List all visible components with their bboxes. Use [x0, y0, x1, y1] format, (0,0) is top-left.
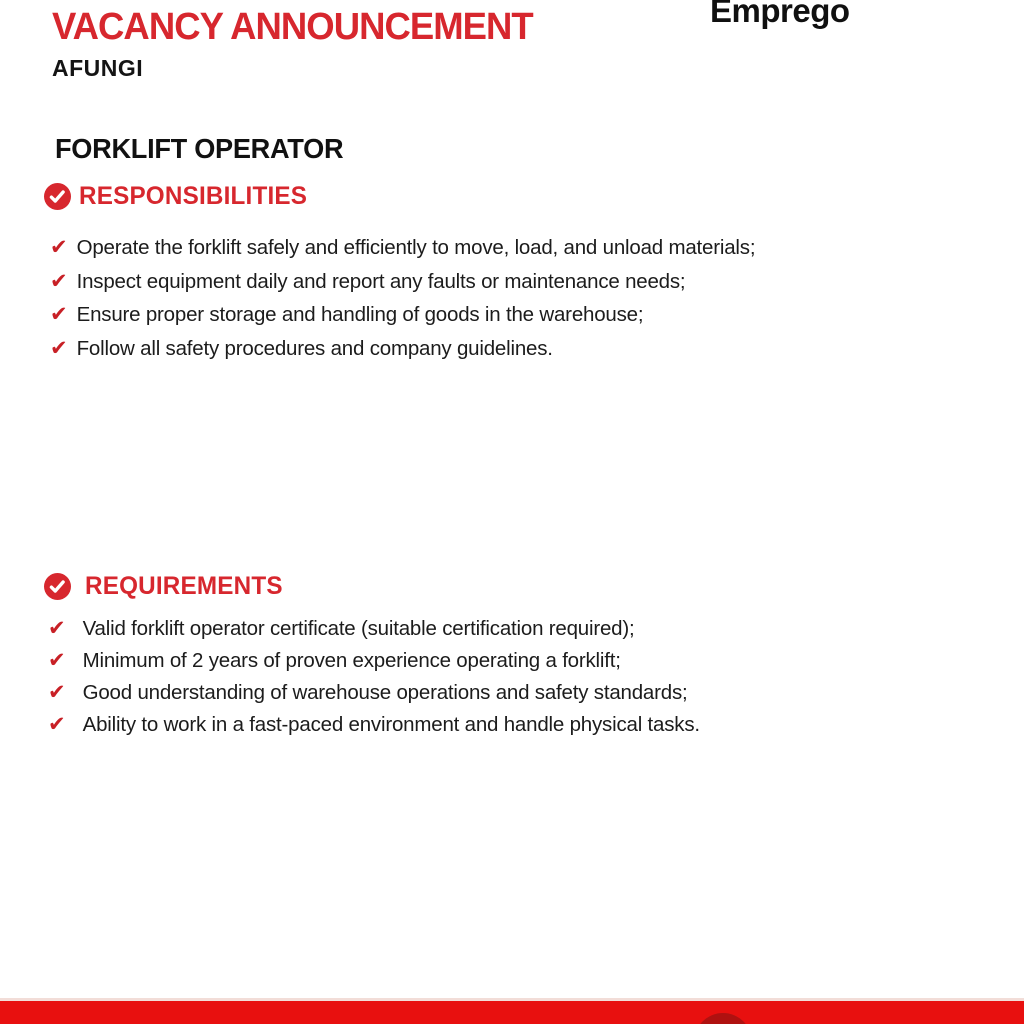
list-item-text: Minimum of 2 years of proven experience operating a forklift; [82, 649, 621, 672]
list-item-text: Ability to work in a fast-paced environment and handle physical tasks. [82, 713, 700, 736]
list-item [50, 231, 755, 265]
list-item-text: Good understanding of warehouse operations and safety standards; [82, 681, 688, 704]
job-title: FORKLIFT OPERATOR [55, 133, 344, 164]
check-icon: ✔ [50, 336, 68, 360]
list-item-text: Ensure proper storage and handling of goods in the warehouse; [76, 303, 644, 326]
check-icon: ✔ [50, 303, 68, 326]
requirements-heading-label: REQUIREMENTS [85, 572, 283, 600]
check-icon: ✔ [48, 713, 66, 736]
brand-logo-text: Emprego [710, 0, 850, 29]
location-label: AFUNGI [52, 55, 144, 81]
check-icon: ✔ [50, 269, 68, 293]
list-item-text: Follow all safety procedures and company guidelines. [76, 336, 553, 360]
footer-bar [0, 1001, 1024, 1024]
check-circle-icon [44, 573, 71, 600]
requirements-heading [44, 572, 289, 601]
responsibilities-heading [44, 182, 314, 211]
responsibilities-heading-label: RESPONSIBILITIES [79, 182, 308, 210]
list-item [50, 332, 755, 366]
responsibilities-list [50, 231, 755, 365]
list-item-text: Inspect equipment daily and report any faults or maintenance needs; [76, 269, 686, 293]
page-title: VACANCY ANNOUNCEMENT [52, 6, 533, 48]
requirements-list [48, 613, 700, 741]
list-item-text: Valid forklift operator certificate (suitable certification required); [82, 617, 635, 640]
list-item [48, 613, 700, 645]
list-item [48, 709, 700, 741]
check-circle-icon [44, 183, 71, 210]
check-icon: ✔ [50, 236, 68, 259]
list-item [48, 677, 700, 709]
check-icon: ✔ [48, 617, 66, 640]
footer-seal-emblem [694, 1013, 752, 1024]
check-icon: ✔ [48, 649, 66, 672]
list-item [50, 298, 755, 332]
check-icon: ✔ [48, 681, 66, 704]
list-item [48, 645, 700, 677]
list-item [50, 265, 755, 299]
list-item-text: Operate the forklift safely and efficiently to move, load, and unload materials; [76, 236, 756, 259]
